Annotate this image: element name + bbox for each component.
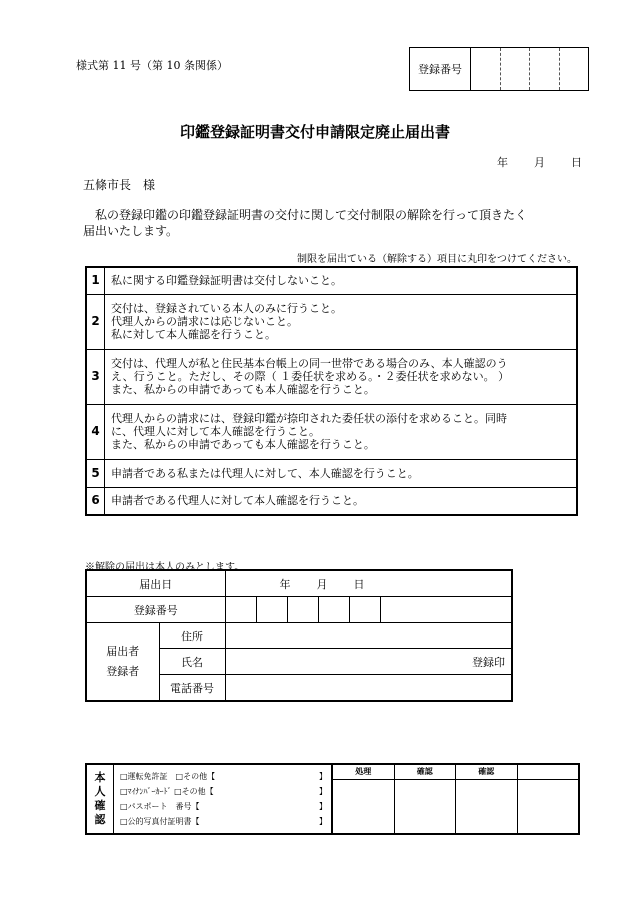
identity-heading xyxy=(87,765,114,833)
registration-number-label: 登録番号 xyxy=(410,48,471,90)
id-doc-option[interactable] xyxy=(120,814,327,829)
heading-char: 人 xyxy=(94,785,106,798)
condition-line: 申請者である私または代理人に対して、本人確認を行うこと。 xyxy=(111,466,419,480)
applicant-group-label xyxy=(86,623,159,702)
year-label: 年 xyxy=(497,156,508,169)
year-label: 年 xyxy=(279,577,291,591)
processing-header: 処理 xyxy=(333,765,394,780)
registration-digit-cell[interactable] xyxy=(471,48,501,90)
reg-no-field[interactable] xyxy=(225,597,512,623)
reg-digit-cell[interactable] xyxy=(350,597,381,622)
condition-number: 3 xyxy=(86,349,105,404)
id-doc-option[interactable] xyxy=(120,769,327,784)
condition-number: 1 xyxy=(86,267,105,294)
condition-line: また、私からの申請であっても本人確認を行うこと。 xyxy=(111,438,375,451)
condition-row[interactable] xyxy=(86,459,577,487)
request-table xyxy=(85,569,513,702)
identity-documents xyxy=(114,765,333,833)
identity-confirmation-box xyxy=(85,763,580,835)
group-label-line: 登録者 xyxy=(106,664,140,678)
bracket-close: 】 xyxy=(319,817,327,826)
month-label: 月 xyxy=(316,577,328,591)
condition-text xyxy=(105,349,578,404)
condition-text xyxy=(105,487,578,515)
id-doc-option[interactable] xyxy=(120,784,327,799)
condition-row[interactable] xyxy=(86,294,577,349)
condition-line: 私に対して本人確認を行うこと。 xyxy=(111,328,276,341)
id-doc-label: □公的写真付証明書【 xyxy=(120,817,200,826)
reg-no-label: 登録番号 xyxy=(86,597,225,623)
confirm-col[interactable] xyxy=(456,765,518,833)
instruction-note: 制限を届出ている（解除する）項目に丸印をつけてください。 xyxy=(297,254,577,265)
blank-header xyxy=(518,765,579,780)
condition-text xyxy=(105,459,578,487)
reg-digit-cell[interactable] xyxy=(319,597,350,622)
addressee: 五條市長 様 xyxy=(83,178,156,192)
id-doc-label: □パスポート 番号【 xyxy=(120,802,200,811)
phone-field[interactable] xyxy=(225,675,512,702)
confirm-header: 確認 xyxy=(395,765,456,780)
condition-row[interactable] xyxy=(86,349,577,404)
condition-line: 交付は、登録されている本人のみに行うこと。 xyxy=(111,302,342,315)
body-text xyxy=(83,207,573,239)
heading-char: 本 xyxy=(94,771,106,784)
group-label-line: 届出者 xyxy=(106,644,140,658)
condition-row[interactable] xyxy=(86,404,577,459)
reg-digit-cell[interactable] xyxy=(226,597,257,622)
heading-char: 確 xyxy=(94,799,106,812)
id-doc-label: □運転免許証 □その他【 xyxy=(120,772,216,781)
phone-label: 電話番号 xyxy=(159,675,225,702)
id-doc-option[interactable] xyxy=(120,799,327,814)
condition-text xyxy=(105,267,578,294)
condition-line: 代理人からの請求には応じないこと。 xyxy=(111,315,298,328)
confirm-header: 確認 xyxy=(456,765,517,780)
condition-row[interactable] xyxy=(86,267,577,294)
day-label: 日 xyxy=(353,577,365,591)
confirm-col[interactable] xyxy=(395,765,457,833)
removal-note: ※解除の届出は本人のみとします。 xyxy=(85,562,245,573)
address-label: 住所 xyxy=(159,623,225,649)
condition-row[interactable] xyxy=(86,487,577,515)
body-line: 私の登録印鑑の印鑑登録証明書の交付に関して交付制限の解除を行って頂きたく xyxy=(95,208,528,222)
condition-text xyxy=(105,404,578,459)
condition-text xyxy=(105,294,578,349)
heading-char: 認 xyxy=(94,813,106,826)
month-label: 月 xyxy=(534,156,545,169)
blank-col[interactable] xyxy=(518,765,579,833)
reg-digit-cell[interactable] xyxy=(257,597,288,622)
registration-digit-cell[interactable] xyxy=(530,48,560,90)
date-field[interactable] xyxy=(225,570,512,597)
condition-line: え、行うこと。ただし、その際（ １委任状を求める。・２委任状を求めない。 ） xyxy=(111,370,510,383)
bracket-close: 】 xyxy=(319,802,327,811)
conditions-table xyxy=(85,266,578,516)
name-field[interactable] xyxy=(225,649,512,675)
condition-number: 5 xyxy=(86,459,105,487)
id-doc-label: □ﾏｲﾅﾝﾊﾞｰｶｰﾄﾞ □その他【 xyxy=(120,787,214,796)
condition-number: 2 xyxy=(86,294,105,349)
bracket-close: 】 xyxy=(319,772,327,781)
form-number: 様式第 11 号（第 10 条関係） xyxy=(76,59,228,72)
registration-digit-cell[interactable] xyxy=(501,48,531,90)
processing-columns xyxy=(333,765,578,833)
registration-number-box xyxy=(409,47,589,91)
document-title: 印鑑登録証明書交付申請限定廃止届出書 xyxy=(179,123,450,141)
submission-date xyxy=(497,154,582,170)
date-label: 届出日 xyxy=(86,570,225,597)
body-line: 届出いたします。 xyxy=(83,224,179,238)
condition-line: 私に関する印鑑登録証明書は交付しないこと。 xyxy=(111,274,342,288)
name-label: 氏名 xyxy=(159,649,225,675)
bracket-close: 】 xyxy=(319,787,327,796)
condition-number: 4 xyxy=(86,404,105,459)
address-field[interactable] xyxy=(225,623,512,649)
condition-line: に、代理人に対して本人確認を行うこと。 xyxy=(111,425,320,438)
condition-line: 申請者である代理人に対して本人確認を行うこと。 xyxy=(111,494,364,508)
seal-label: 登録印 xyxy=(472,655,505,669)
condition-line: また、私からの申請であっても本人確認を行うこと。 xyxy=(111,383,375,396)
reg-digit-cell[interactable] xyxy=(288,597,319,622)
registration-digit-cell[interactable] xyxy=(560,48,589,90)
processing-col[interactable] xyxy=(333,765,395,833)
condition-line: 交付は、代理人が私と住民基本台帳上の同一世帯である場合のみ、本人確認のう xyxy=(111,357,508,370)
condition-line: 代理人からの請求には、登録印鑑が捺印された委任状の添付を求めること。同時 xyxy=(111,412,507,425)
condition-number: 6 xyxy=(86,487,105,515)
day-label: 日 xyxy=(571,156,582,169)
